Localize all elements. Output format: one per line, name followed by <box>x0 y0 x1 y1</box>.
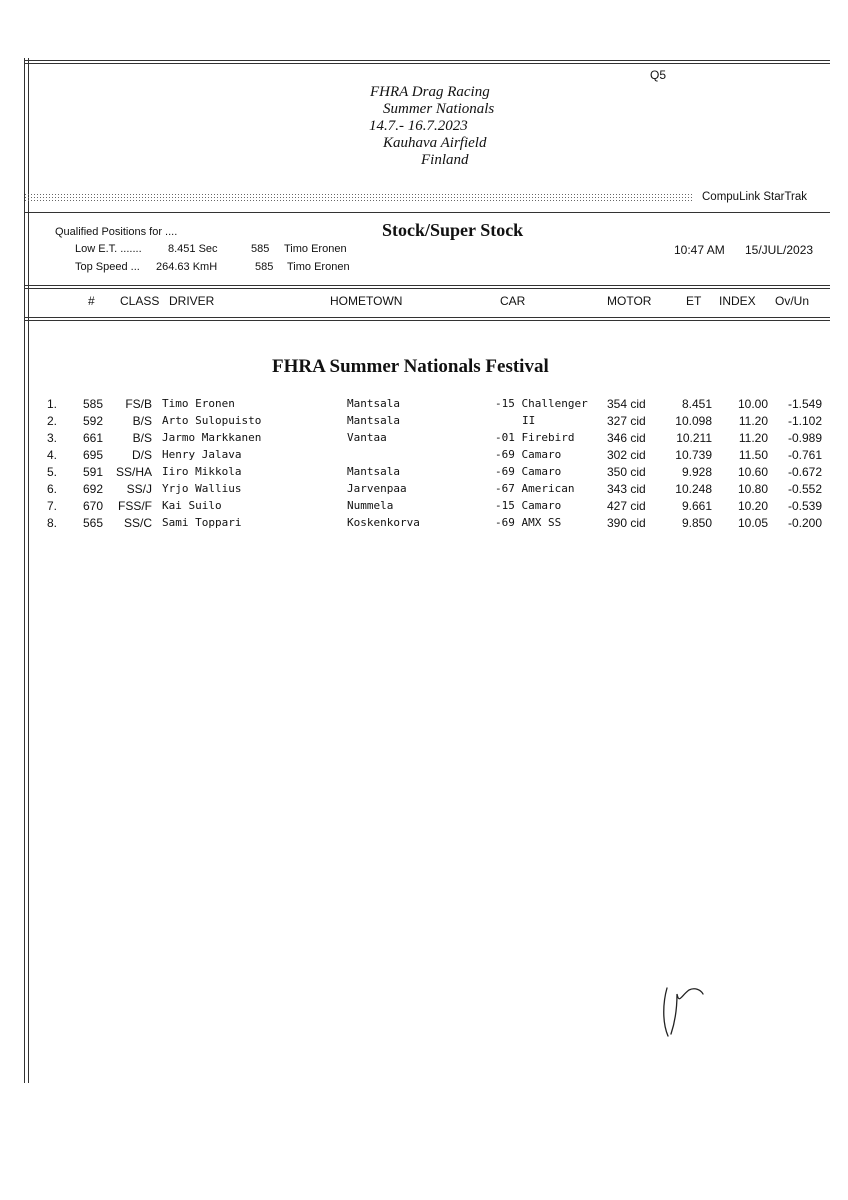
row-et: 9.928 <box>681 465 712 479</box>
row-hometown: Jarvenpaa <box>347 482 407 495</box>
row-driver: Iiro Mikkola <box>162 465 242 478</box>
low-et-label: Low E.T. ....... <box>75 243 142 255</box>
row-position: 1. <box>47 397 58 411</box>
row-ovun: -0.539 <box>787 499 822 513</box>
top-speed-car: 585 <box>255 261 274 273</box>
report-time: 10:47 AM <box>674 243 725 257</box>
table-row <box>0 414 848 431</box>
col-header-ovun: Ov/Un <box>775 294 810 308</box>
top-speed-label: Top Speed ... <box>75 261 140 273</box>
handwritten-signature <box>655 982 715 1044</box>
row-motor: 390 cid <box>607 516 646 530</box>
row-position: 8. <box>47 516 58 530</box>
row-car: -67 American <box>495 482 575 495</box>
row-motor: 354 cid <box>607 397 646 411</box>
row-hometown: Koskenkorva <box>347 516 420 529</box>
row-position: 6. <box>47 482 58 496</box>
row-driver: Jarmo Markkanen <box>162 431 262 444</box>
page-code: Q5 <box>650 68 667 82</box>
row-class: SS/C <box>123 516 152 530</box>
row-class: SS/HA <box>115 465 152 479</box>
col-header-hometown: HOMETOWN <box>330 294 403 308</box>
header-rule <box>24 212 830 213</box>
table-row <box>0 465 848 482</box>
row-index: 10.20 <box>737 499 768 513</box>
event-name: FHRA Drag Racing <box>370 84 490 100</box>
row-car-number: 670 <box>83 499 104 513</box>
table-row <box>0 448 848 465</box>
row-position: 2. <box>47 414 58 428</box>
row-ovun: -1.549 <box>787 397 822 411</box>
row-class: B/S <box>132 414 152 428</box>
col-header-class: CLASS <box>120 294 160 308</box>
row-index: 11.20 <box>738 414 768 428</box>
row-hometown: Mantsala <box>347 414 400 427</box>
col-header-index: INDEX <box>719 294 756 308</box>
table-row <box>0 431 848 448</box>
table-row <box>0 397 848 414</box>
row-index: 10.00 <box>737 397 768 411</box>
row-car: -15 Camaro <box>495 499 562 512</box>
row-motor: 327 cid <box>607 414 646 428</box>
row-position: 5. <box>47 465 58 479</box>
row-car: -69 Camaro <box>495 448 562 461</box>
column-header-bottom-rule <box>24 317 830 318</box>
row-et: 10.098 <box>675 414 712 428</box>
qualified-label: Qualified Positions for .... <box>55 226 178 238</box>
report-date: 15/JUL/2023 <box>745 243 814 257</box>
col-header-motor: MOTOR <box>607 294 652 308</box>
row-class: SS/J <box>126 482 152 496</box>
row-car: -69 Camaro <box>495 465 562 478</box>
top-speed-value: 264.63 KmH <box>156 261 218 273</box>
event-venue: Kauhava Airfield <box>383 135 487 151</box>
row-car: -69 AMX SS <box>495 516 562 529</box>
row-car-number: 565 <box>83 516 104 530</box>
low-et-driver: Timo Eronen <box>284 243 347 255</box>
row-driver: Yrjo Wallius <box>162 482 242 495</box>
column-header-top-rule <box>24 285 830 286</box>
row-motor: 302 cid <box>607 448 646 462</box>
row-position: 3. <box>47 431 58 445</box>
row-et: 10.248 <box>675 482 712 496</box>
top-rule <box>24 60 830 61</box>
row-et: 10.739 <box>675 448 712 462</box>
event-dates: 14.7.- 16.7.2023 <box>369 118 468 134</box>
row-motor: 346 cid <box>607 431 646 445</box>
event-series: Summer Nationals <box>383 101 495 117</box>
row-et: 9.661 <box>681 499 712 513</box>
row-position: 4. <box>47 448 58 462</box>
row-class: D/S <box>131 448 152 462</box>
row-car: -15 Challenger <box>495 397 588 410</box>
low-et-value: 8.451 Sec <box>168 243 218 255</box>
row-index: 11.50 <box>738 448 768 462</box>
row-ovun: -0.552 <box>787 482 822 496</box>
row-ovun: -0.761 <box>787 448 822 462</box>
row-class: B/S <box>132 431 152 445</box>
row-index: 10.05 <box>737 516 768 530</box>
row-index: 11.20 <box>738 431 768 445</box>
row-et: 10.211 <box>676 431 712 445</box>
row-car-number: 692 <box>83 482 104 496</box>
row-car-number: 695 <box>83 448 104 462</box>
class-title: Stock/Super Stock <box>382 220 524 240</box>
top-rule-inner <box>24 63 830 64</box>
row-et: 9.850 <box>681 516 712 530</box>
col-header-num: # <box>88 294 95 308</box>
row-driver: Timo Eronen <box>162 397 235 410</box>
row-driver: Sami Toppari <box>162 516 242 529</box>
row-ovun: -0.989 <box>787 431 822 445</box>
header-dotted-band <box>24 193 694 201</box>
row-car: -01 Firebird <box>495 431 575 444</box>
row-driver: Kai Suilo <box>162 499 222 512</box>
row-index: 10.60 <box>737 465 768 479</box>
software-name: CompuLink StarTrak <box>702 191 808 203</box>
event-country: Finland <box>421 152 469 168</box>
row-position: 7. <box>47 499 58 513</box>
col-header-driver: DRIVER <box>169 294 215 308</box>
column-header-top-rule-inner <box>24 288 830 289</box>
row-driver: Henry Jalava <box>162 448 242 461</box>
row-et: 8.451 <box>681 397 712 411</box>
row-hometown: Vantaa <box>347 431 387 444</box>
row-hometown: Mantsala <box>347 465 400 478</box>
row-ovun: -0.200 <box>787 516 822 530</box>
top-speed-driver: Timo Eronen <box>287 261 350 273</box>
row-class: FSS/F <box>117 499 152 513</box>
row-driver: Arto Sulopuisto <box>162 414 262 427</box>
row-hometown: Nummela <box>347 499 394 512</box>
row-class: FS/B <box>125 397 152 411</box>
row-index: 10.80 <box>737 482 768 496</box>
table-row <box>0 499 848 516</box>
row-car-number: 585 <box>83 397 104 411</box>
row-motor: 343 cid <box>607 482 646 496</box>
row-hometown: Mantsala <box>347 397 400 410</box>
table-row <box>0 482 848 499</box>
col-header-car: CAR <box>500 294 526 308</box>
table-row <box>0 516 848 533</box>
row-car: II <box>522 414 536 427</box>
festival-title: FHRA Summer Nationals Festival <box>272 356 549 377</box>
row-ovun: -0.672 <box>787 465 822 479</box>
row-ovun: -1.102 <box>787 414 822 428</box>
col-header-et: ET <box>686 294 702 308</box>
row-motor: 350 cid <box>607 465 646 479</box>
row-car-number: 592 <box>83 414 104 428</box>
row-motor: 427 cid <box>607 499 646 513</box>
row-car-number: 661 <box>83 431 104 445</box>
column-header-bottom-rule-inner <box>24 320 830 321</box>
row-car-number: 591 <box>83 465 104 479</box>
low-et-car: 585 <box>251 243 270 255</box>
